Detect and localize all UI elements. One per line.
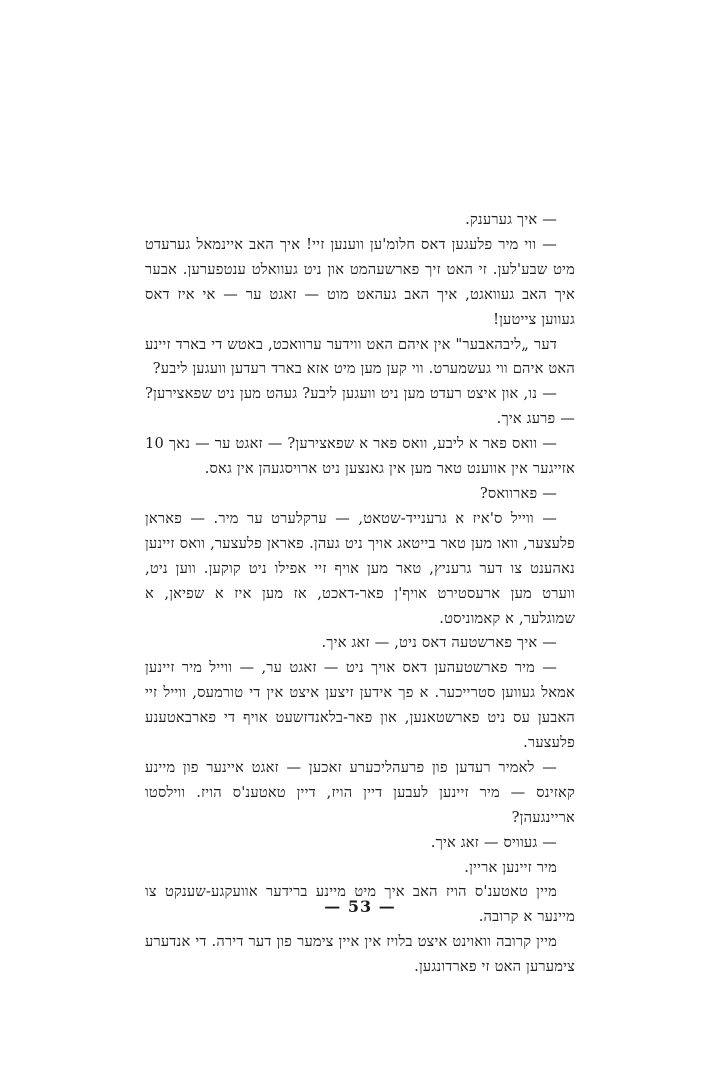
paragraph: — פארוואס? xyxy=(479,484,557,502)
paragraph: — ווייל ס'איז א גרענייד-שטאט, — ערקלערט ער מיר. — פאראן פלעצער, וואו מען טאר בייטאג אויך ניט געהן. פאראן פלעצער, וואס זיינען נאהענט צו דער גרעניץ, טאר מען אויף זיי אפילו ניט קוקען. ווען ניט, ווערט מען ארעסטירט אויף'ן פאר-דאכט, אז מען איז א שפיאן, א שמוגלער, א קאמוניסט. xyxy=(145,509,575,627)
page-number: — 53 — xyxy=(324,897,396,916)
paragraph: — געוויס — זאג איך. xyxy=(430,833,557,851)
page-body xyxy=(145,208,575,980)
paragraph: מיין טאטענ'ס הויז האב איך מיט מיינע ברידער אוועקגע-שענקט צו מיינער א קרובה. xyxy=(145,883,575,926)
paragraph: מיר זיינען אריין. xyxy=(464,858,557,876)
paragraph: — נו, און איצט רעדט מען ניט וועגען ליבע? געהט מען ניט שפאצירען? — פרעג איך. xyxy=(145,385,575,428)
paragraph: — איך גערענק. xyxy=(465,211,557,228)
paragraph: — איך פארשטעה דאס ניט, — זאג איך. xyxy=(321,634,557,652)
paragraph: — וואס פאר א ליבע, וואס פאר א שפאצירען? — זאגט ער — נאך 10 אזייגער אין אווענט טאר מען אין גאנצען ניט ארויסגעהן אין גאס. xyxy=(145,435,575,478)
paragraph: דער „ליבהאבער" אין איהם האט ווידער ערוואכט, באטש די בארד זיינע האט איהם ווי געשמערט. ווי קען מען מיט אזא בארד רעדען וועגען ליבע? xyxy=(145,335,575,378)
paragraph: — ווי מיר פלעגען דאס חלומ'ען ווענען זיי! איך האב איינמאל גערעדט מיט שבע'לען. זי האט זיך פארשעהמט און ניט געוואלט ענטפערען. אבער איך האב געוואגט, איך האב געהאט מוט — זאגט ער — אי איז דאס געווען צייטען! xyxy=(145,235,575,328)
paragraph: — מיר פארשטעהען דאס אויך ניט — זאגט ער, — ווייל מיר זיינען אמאל געווען סטרייכער. א פך אידען זיצען איצט אין די טורמעס, ווייל זיי האבען עס ניט פארשטאנען, און פאר-בלאנדזשעט אויף די פארבאטענע פלעצער. xyxy=(145,659,575,752)
paragraph: מיין קרובה וואוינט איצט בלויז אין איין צימער פון דער דירה. די אנדערע צימערען האט זי פארדונגען. xyxy=(145,933,575,976)
paragraph: — לאמיר רעדען פון פרעהליכערע זאכען — זאגט איינער פון מיינע קאזינס — מיר זיינען לעבען דיין הויז, דיין טאטענ'ס הויז. ווילסטו אריינגעהן? xyxy=(145,758,575,826)
